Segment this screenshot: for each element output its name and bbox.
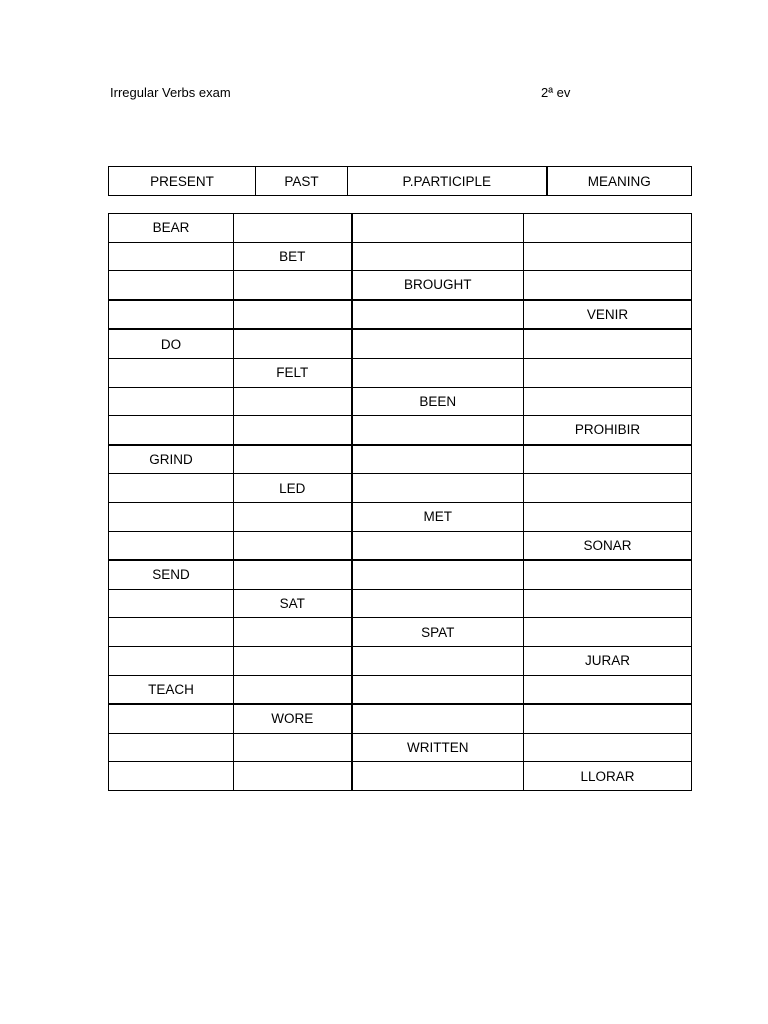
- cell-present[interactable]: [109, 474, 234, 503]
- table-row: [109, 589, 692, 618]
- cell-past-participle[interactable]: [352, 589, 524, 618]
- table-row: [109, 618, 692, 647]
- cell-past: BET: [234, 242, 352, 271]
- cell-meaning[interactable]: [524, 329, 692, 358]
- cell-present[interactable]: [109, 300, 234, 330]
- table-row: [109, 445, 692, 474]
- cell-meaning[interactable]: [524, 733, 692, 762]
- cell-past-participle[interactable]: [352, 242, 524, 271]
- cell-past[interactable]: [234, 300, 352, 330]
- cell-past[interactable]: [234, 618, 352, 647]
- document-title: Irregular Verbs exam: [110, 85, 231, 100]
- cell-past-participle[interactable]: [352, 646, 524, 675]
- cell-past[interactable]: [234, 733, 352, 762]
- cell-present[interactable]: [109, 531, 234, 560]
- cell-meaning[interactable]: [524, 271, 692, 300]
- cell-present[interactable]: [109, 589, 234, 618]
- cell-present: TEACH: [109, 675, 234, 704]
- cell-past-participle: SPAT: [352, 618, 524, 647]
- table-row: [109, 329, 692, 358]
- cell-past[interactable]: [234, 531, 352, 560]
- cell-past: FELT: [234, 358, 352, 387]
- cell-present[interactable]: [109, 704, 234, 733]
- cell-past: WORE: [234, 704, 352, 733]
- cell-meaning: PROHIBIR: [524, 416, 692, 445]
- table-row: [109, 358, 692, 387]
- table-row: [109, 675, 692, 704]
- cell-meaning[interactable]: [524, 242, 692, 271]
- cell-meaning[interactable]: [524, 358, 692, 387]
- header-past-participle: P.PARTICIPLE: [348, 167, 547, 196]
- header-past: PAST: [256, 167, 348, 196]
- table-row: [109, 502, 692, 531]
- evaluation-label: 2ª ev: [541, 85, 571, 100]
- cell-meaning: LLORAR: [524, 762, 692, 791]
- cell-past-participle: WRITTEN: [352, 733, 524, 762]
- cell-past[interactable]: [234, 445, 352, 474]
- cell-past[interactable]: [234, 646, 352, 675]
- cell-past[interactable]: [234, 560, 352, 589]
- table-row: [109, 271, 692, 300]
- cell-meaning: JURAR: [524, 646, 692, 675]
- table-row: [109, 300, 692, 330]
- cell-present[interactable]: [109, 271, 234, 300]
- cell-meaning[interactable]: [524, 214, 692, 243]
- cell-present[interactable]: [109, 242, 234, 271]
- cell-past[interactable]: [234, 329, 352, 358]
- cell-present: DO: [109, 329, 234, 358]
- cell-meaning[interactable]: [524, 445, 692, 474]
- cell-meaning[interactable]: [524, 560, 692, 589]
- cell-present[interactable]: [109, 646, 234, 675]
- cell-past-participle: BROUGHT: [352, 271, 524, 300]
- header-present: PRESENT: [109, 167, 256, 196]
- cell-meaning[interactable]: [524, 474, 692, 503]
- cell-present[interactable]: [109, 733, 234, 762]
- cell-past[interactable]: [234, 762, 352, 791]
- table-row: [109, 762, 692, 791]
- cell-present[interactable]: [109, 762, 234, 791]
- table-row: [109, 242, 692, 271]
- cell-past[interactable]: [234, 387, 352, 416]
- cell-past[interactable]: [234, 271, 352, 300]
- cell-past-participle[interactable]: [352, 445, 524, 474]
- cell-present: BEAR: [109, 214, 234, 243]
- cell-past-participle: MET: [352, 502, 524, 531]
- cell-present[interactable]: [109, 416, 234, 445]
- header-row: [109, 167, 692, 196]
- cell-present[interactable]: [109, 502, 234, 531]
- cell-meaning[interactable]: [524, 387, 692, 416]
- cell-meaning[interactable]: [524, 618, 692, 647]
- cell-past[interactable]: [234, 502, 352, 531]
- header-meaning: MEANING: [547, 167, 692, 196]
- cell-meaning[interactable]: [524, 589, 692, 618]
- cell-meaning[interactable]: [524, 704, 692, 733]
- cell-past-participle[interactable]: [352, 704, 524, 733]
- cell-past-participle[interactable]: [352, 358, 524, 387]
- cell-past-participle[interactable]: [352, 560, 524, 589]
- verbs-table: [108, 213, 692, 791]
- table-row: [109, 704, 692, 733]
- cell-present: SEND: [109, 560, 234, 589]
- cell-past-participle[interactable]: [352, 675, 524, 704]
- cell-present[interactable]: [109, 618, 234, 647]
- table-row: [109, 474, 692, 503]
- table-row: [109, 214, 692, 243]
- header-table: [108, 166, 692, 196]
- cell-meaning[interactable]: [524, 675, 692, 704]
- cell-past-participle[interactable]: [352, 531, 524, 560]
- cell-past-participle[interactable]: [352, 762, 524, 791]
- cell-past[interactable]: [234, 416, 352, 445]
- cell-present: GRIND: [109, 445, 234, 474]
- cell-past[interactable]: [234, 214, 352, 243]
- cell-meaning: VENIR: [524, 300, 692, 330]
- cell-present[interactable]: [109, 358, 234, 387]
- cell-present[interactable]: [109, 387, 234, 416]
- table-row: [109, 733, 692, 762]
- cell-past-participle[interactable]: [352, 474, 524, 503]
- table-row: [109, 387, 692, 416]
- cell-past-participle[interactable]: [352, 300, 524, 330]
- cell-past-participle[interactable]: [352, 416, 524, 445]
- table-row: [109, 416, 692, 445]
- cell-past: LED: [234, 474, 352, 503]
- cell-past-participle[interactable]: [352, 329, 524, 358]
- table-row: [109, 646, 692, 675]
- cell-meaning[interactable]: [524, 502, 692, 531]
- cell-past: SAT: [234, 589, 352, 618]
- table-row: [109, 560, 692, 589]
- table-row: [109, 531, 692, 560]
- cell-past[interactable]: [234, 675, 352, 704]
- cell-past-participle[interactable]: [352, 214, 524, 243]
- cell-past-participle: BEEN: [352, 387, 524, 416]
- cell-meaning: SONAR: [524, 531, 692, 560]
